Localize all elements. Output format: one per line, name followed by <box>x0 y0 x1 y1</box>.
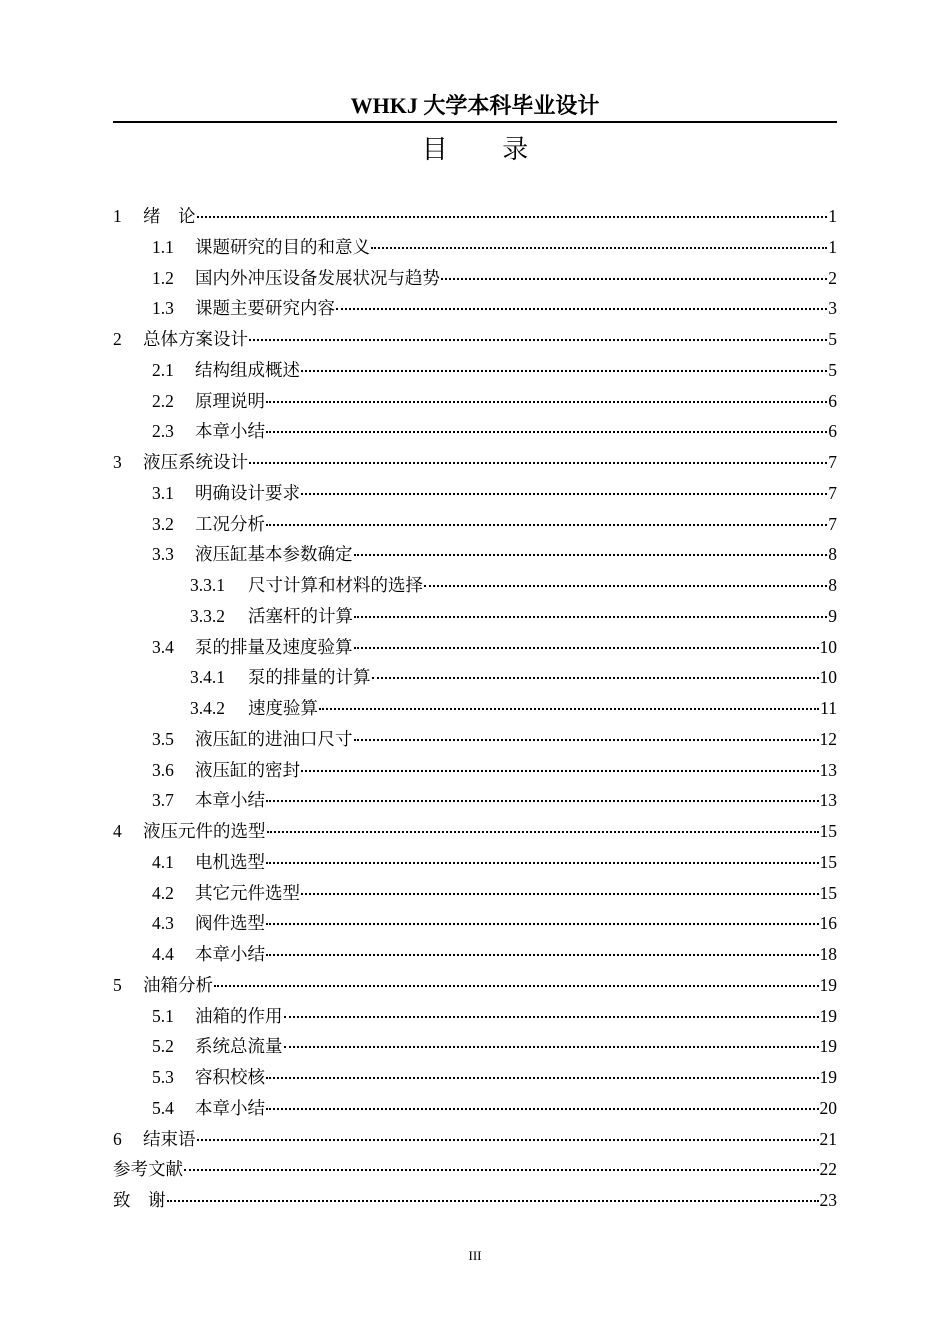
toc-entry-label: 本章小结 <box>195 790 265 811</box>
toc-entry-page: 7 <box>828 452 837 472</box>
dot-leader <box>266 1108 819 1110</box>
dot-leader <box>354 616 827 618</box>
toc-entry-number: 4.3 <box>152 913 174 934</box>
dot-leader <box>441 278 827 280</box>
toc-entry-number: 1.3 <box>152 298 174 319</box>
toc-entry-label: 本章小结 <box>195 421 265 442</box>
dot-leader <box>266 954 819 956</box>
toc-entry[interactable] <box>113 232 837 263</box>
toc-entry-number: 3.3 <box>152 544 174 565</box>
toc-entry-number: 4.1 <box>152 851 174 872</box>
toc-entry-page: 8 <box>828 575 837 595</box>
toc-entry[interactable] <box>113 386 837 417</box>
dot-leader <box>267 831 819 833</box>
toc-entry-label: 总体方案设计 <box>143 329 248 349</box>
toc-entry-page: 19 <box>819 1005 837 1026</box>
toc-entry-number: 2.2 <box>152 390 174 411</box>
toc-entry[interactable] <box>113 570 837 601</box>
toc-entry-number: 5 <box>113 974 122 995</box>
toc-entry-label: 液压元件的选型 <box>143 821 266 841</box>
toc-entry-page: 8 <box>828 544 837 565</box>
toc-entry-number: 3.6 <box>152 759 174 780</box>
dot-leader <box>301 493 827 495</box>
toc-entry-number: 5.3 <box>152 1067 174 1087</box>
dot-leader <box>301 770 819 772</box>
toc-entry-label: 电机选型 <box>195 851 265 872</box>
toc-entry-label: 速度验算 <box>248 698 318 718</box>
toc-entry[interactable] <box>113 355 837 386</box>
toc-entry-page: 18 <box>819 944 837 964</box>
dot-leader <box>284 1016 819 1018</box>
dot-leader <box>266 1077 819 1079</box>
toc-entry[interactable] <box>113 662 837 693</box>
toc-entry[interactable] <box>113 416 837 447</box>
dot-leader <box>167 1200 819 1202</box>
toc-entry[interactable] <box>113 816 837 847</box>
header-rule <box>113 121 837 123</box>
dot-leader <box>266 401 827 403</box>
toc-entry[interactable] <box>113 724 837 755</box>
toc-entry[interactable] <box>113 755 837 786</box>
toc-entry-page: 10 <box>819 667 837 688</box>
toc-entry-page: 23 <box>819 1190 837 1210</box>
dot-leader <box>266 800 819 802</box>
toc-entry-page: 5 <box>828 359 837 380</box>
dot-leader <box>266 923 819 925</box>
dot-leader <box>319 708 819 710</box>
toc-entry-number: 4.4 <box>152 944 174 964</box>
toc-entry-page: 5 <box>828 329 837 349</box>
toc-entry-label: 结构组成概述 <box>195 359 300 380</box>
toc-entry-number: 1.1 <box>152 236 174 257</box>
dot-leader <box>266 431 827 433</box>
toc-entry-label: 课题主要研究内容 <box>195 298 335 319</box>
toc-entry-label: 液压缸的密封 <box>195 759 300 780</box>
toc-entry-page: 1 <box>828 206 837 226</box>
running-header: WHKJ 大学本科毕业设计 <box>350 93 600 118</box>
toc-entry-number: 2.3 <box>152 421 174 442</box>
toc-entry[interactable] <box>113 293 837 324</box>
dot-leader <box>284 1046 819 1048</box>
toc-entry-number: 6 <box>113 1128 122 1149</box>
toc-entry-label: 课题研究的目的和意义 <box>195 236 370 257</box>
toc-entry-page: 15 <box>819 851 837 872</box>
dot-leader <box>249 462 827 464</box>
dot-leader <box>197 1139 819 1141</box>
dot-leader <box>371 247 827 249</box>
dot-leader <box>354 739 819 741</box>
toc-entry-page: 6 <box>828 390 837 411</box>
toc-entry-page: 11 <box>820 698 837 718</box>
toc-entry-label: 国内外冲压设备发展状况与趋势 <box>195 267 440 288</box>
toc-entry[interactable] <box>113 263 837 294</box>
dot-leader <box>424 585 827 587</box>
toc-entry-page: 10 <box>819 636 837 657</box>
dot-leader <box>301 370 827 372</box>
toc-entry-number: 3.2 <box>152 513 174 534</box>
toc-entry-number: 3.4 <box>152 636 174 657</box>
toc-title: 目 录 <box>421 135 553 164</box>
toc-entry-page: 19 <box>819 1067 837 1087</box>
dot-leader <box>354 554 828 556</box>
toc-entry-label: 本章小结 <box>195 1097 265 1118</box>
toc-entry-number: 3 <box>113 452 122 472</box>
toc-entry-number: 3.7 <box>152 790 174 811</box>
toc-entry[interactable] <box>113 693 837 724</box>
toc-entry-label: 致 谢 <box>113 1190 166 1210</box>
toc-entry-page: 12 <box>819 728 837 749</box>
toc-entry-page: 15 <box>819 821 837 841</box>
toc-entry[interactable] <box>113 847 837 878</box>
toc-entry[interactable] <box>113 1093 837 1124</box>
dot-leader <box>266 524 827 526</box>
toc-entry-label: 其它元件选型 <box>195 882 300 903</box>
toc-entry-label: 液压缸的进油口尺寸 <box>195 728 353 749</box>
toc-entry-label: 工况分析 <box>195 513 265 534</box>
table-of-contents <box>113 201 837 1216</box>
toc-entry-number: 3.3.2 <box>190 605 225 626</box>
toc-entry-page: 13 <box>819 759 837 780</box>
toc-entry-number: 2.1 <box>152 359 174 380</box>
toc-entry-label: 参考文献 <box>113 1159 183 1180</box>
toc-entry-page: 21 <box>819 1128 837 1149</box>
toc-entry-page: 7 <box>828 482 837 503</box>
toc-entry[interactable] <box>113 478 837 509</box>
toc-entry[interactable] <box>113 970 837 1001</box>
dot-leader <box>301 893 819 895</box>
dot-leader <box>249 339 827 341</box>
toc-entry-number: 3.1 <box>152 482 174 503</box>
toc-entry[interactable] <box>113 447 837 478</box>
toc-entry-number: 2 <box>113 329 122 349</box>
dot-leader <box>372 677 819 679</box>
toc-entry[interactable] <box>113 632 837 663</box>
toc-entry-page: 19 <box>819 1036 837 1057</box>
dot-leader <box>266 862 819 864</box>
toc-entry-label: 结束语 <box>143 1128 196 1149</box>
dot-leader <box>354 647 819 649</box>
toc-entry[interactable] <box>113 1124 837 1155</box>
toc-entry-page: 16 <box>819 913 837 934</box>
toc-entry[interactable] <box>113 1154 837 1185</box>
toc-entry-page: 19 <box>819 974 837 995</box>
toc-entry-label: 原理说明 <box>195 390 265 411</box>
toc-entry-label: 容积校核 <box>195 1067 265 1087</box>
dot-leader <box>184 1169 819 1171</box>
toc-entry[interactable] <box>113 1185 837 1216</box>
toc-entry-number: 3.3.1 <box>190 575 225 595</box>
toc-entry-label: 泵的排量的计算 <box>248 667 371 688</box>
toc-entry-number: 1.2 <box>152 267 174 288</box>
toc-entry[interactable] <box>113 601 837 632</box>
toc-entry-page: 13 <box>819 790 837 811</box>
dot-leader <box>197 216 828 218</box>
toc-entry[interactable] <box>113 1062 837 1093</box>
toc-entry-label: 系统总流量 <box>195 1036 283 1057</box>
toc-entry-label: 活塞杆的计算 <box>248 605 353 626</box>
toc-entry-number: 4.2 <box>152 882 174 903</box>
toc-entry-number: 3.5 <box>152 728 174 749</box>
toc-entry[interactable] <box>113 1001 837 1032</box>
toc-entry-number: 5.1 <box>152 1005 174 1026</box>
toc-entry-label: 明确设计要求 <box>195 482 300 503</box>
toc-entry-number: 3.4.1 <box>190 667 225 688</box>
toc-entry-page: 2 <box>828 267 837 288</box>
toc-entry-label: 液压缸基本参数确定 <box>195 544 353 565</box>
toc-entry-number: 4 <box>113 821 122 841</box>
page-number: III <box>468 1248 482 1263</box>
toc-entry[interactable] <box>113 878 837 909</box>
toc-entry[interactable] <box>113 509 837 540</box>
toc-entry-page: 20 <box>819 1097 837 1118</box>
toc-entry-label: 阀件选型 <box>195 913 265 934</box>
toc-entry-number: 1 <box>113 206 122 226</box>
toc-entry-page: 9 <box>828 605 837 626</box>
toc-entry-number: 5.2 <box>152 1036 174 1057</box>
toc-entry-page: 6 <box>828 421 837 442</box>
toc-entry-label: 泵的排量及速度验算 <box>195 636 353 657</box>
toc-entry[interactable] <box>113 1031 837 1062</box>
toc-entry-label: 本章小结 <box>195 944 265 964</box>
toc-entry[interactable] <box>113 939 837 970</box>
toc-entry-number: 5.4 <box>152 1097 174 1118</box>
toc-entry-page: 7 <box>828 513 837 534</box>
dot-leader <box>214 985 819 987</box>
toc-entry-label: 油箱的作用 <box>195 1005 283 1026</box>
toc-entry[interactable] <box>113 324 837 355</box>
toc-entry-page: 1 <box>828 236 837 257</box>
dot-leader <box>336 308 827 310</box>
toc-entry-number: 3.4.2 <box>190 698 225 718</box>
toc-entry-page: 3 <box>828 298 837 319</box>
toc-entry[interactable] <box>113 539 837 570</box>
toc-entry[interactable] <box>113 908 837 939</box>
toc-entry-label: 油箱分析 <box>143 974 213 995</box>
toc-entry-label: 尺寸计算和材料的选择 <box>248 575 423 595</box>
toc-entry-page: 15 <box>819 882 837 903</box>
toc-entry[interactable] <box>113 201 837 232</box>
toc-entry-label: 液压系统设计 <box>143 452 248 472</box>
toc-entry-page: 22 <box>819 1159 837 1180</box>
toc-entry-label: 绪 论 <box>143 206 196 226</box>
toc-entry[interactable] <box>113 785 837 816</box>
